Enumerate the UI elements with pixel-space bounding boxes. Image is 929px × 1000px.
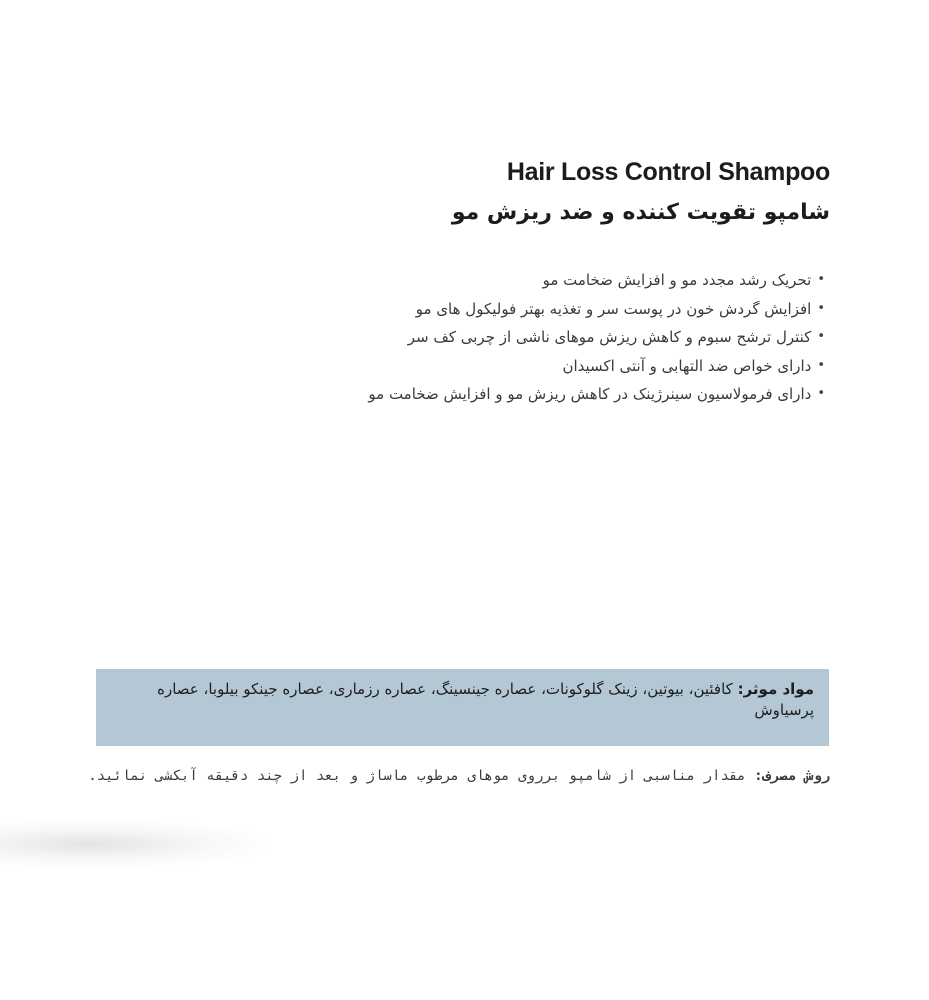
list-item	[368, 266, 825, 295]
ingredients-label: مواد موثر:	[737, 680, 814, 698]
benefit-text: کنترل ترشح سبوم و کاهش ریزش موهای ناشی از چربی کف سر	[407, 328, 812, 346]
usage-label: روش مصرف:	[754, 768, 830, 784]
product-title-persian: شامپو تقویت کننده و ضد ریزش مو	[451, 200, 830, 225]
usage-instructions	[88, 768, 830, 784]
benefit-text: افزایش گردش خون در پوست سر و تغذیه بهتر فولیکول های مو	[415, 299, 812, 318]
background-smudge	[0, 820, 270, 868]
benefit-text: دارای فرمولاسیون سینرژینک در کاهش ریزش مو و افزایش ضخامت مو	[368, 385, 812, 403]
benefit-text: تحریک رشد مجدد مو و افزایش ضخامت مو	[542, 271, 812, 289]
list-item	[368, 323, 825, 352]
bullet-icon: •	[817, 386, 825, 401]
bullet-icon: •	[817, 357, 825, 373]
ingredients-panel	[96, 669, 829, 746]
product-title-english: Hair Loss Control Shampoo	[506, 158, 830, 186]
bullet-icon: •	[817, 272, 825, 287]
benefits-list	[368, 266, 825, 409]
benefit-text: دارای خواص ضد التهابی و آنتی اکسیدان	[562, 356, 812, 375]
list-item	[368, 380, 825, 409]
bullet-icon: •	[817, 300, 825, 316]
list-item	[368, 352, 825, 381]
bullet-icon: •	[817, 329, 825, 344]
usage-text: مقدار مناسبی از شامپو برروی موهای مرطوب ماساژ و بعد از چند دقیقه آبکشی نمائید.	[88, 768, 746, 784]
list-item	[368, 295, 825, 324]
ingredients-text: کافئین، بیوتین، زینک گلوکونات، عصاره جینسینگ، عصاره رزماری، عصاره جینکو بیلوبا، عصاره پرسیاوش	[157, 680, 814, 719]
